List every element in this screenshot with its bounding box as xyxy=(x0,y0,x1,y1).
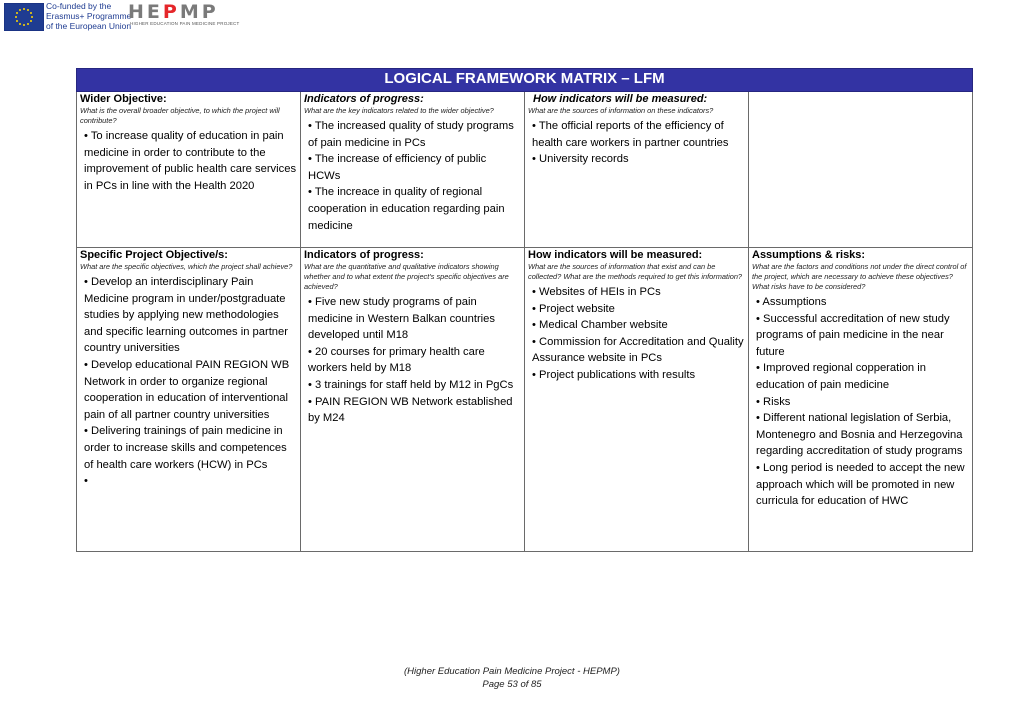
list-item xyxy=(532,301,745,318)
eu-line-1: Co-funded by the xyxy=(46,1,112,11)
cell-subheading: What is the overall broader objective, to which the project will contribute? xyxy=(80,106,280,125)
list-item-text: Five new study programs of pain medicine in Western Balkan countries developed until M18 xyxy=(308,296,495,342)
footer-project-name: (Higher Education Pain Medicine Project - HEPMP) xyxy=(404,666,620,677)
list-item xyxy=(756,360,969,393)
bullet-list xyxy=(528,284,745,384)
list-item xyxy=(84,423,297,473)
list-item-text: Different national legislation of Serbia, Montenegro and Bosnia and Herzegovina regarding accreditation of study programs xyxy=(756,412,963,458)
list-item-text: Successful accreditation of new study programs of pain medicine in the near future xyxy=(756,312,950,358)
logo-subtitle: HIGHER EDUCATION PAIN MEDICINE PROJECT xyxy=(130,21,240,26)
indicators-cell xyxy=(301,92,525,248)
footer-page-number: Page 53 of 85 xyxy=(482,679,542,690)
list-item xyxy=(532,151,745,168)
bullet-icon: • xyxy=(756,312,764,325)
bullet-icon: • xyxy=(308,378,316,391)
list-item-text: Develop an interdisciplinary Pain Medicine program in under/postgraduate studies by applying new methodologies and specific learning outcomes in partner country universities xyxy=(84,276,288,355)
empty-cell xyxy=(749,92,973,248)
bullet-icon: • xyxy=(756,362,764,375)
lfm-table xyxy=(76,68,973,552)
list-item-text: Assumptions xyxy=(762,296,827,308)
list-item xyxy=(84,274,297,357)
bullet-icon: • xyxy=(84,130,91,142)
list-item-text: 20 courses for primary health care workers held by M18 xyxy=(308,345,485,375)
cell-heading: Specific Project Objective/s: xyxy=(80,249,228,261)
cell-heading: Wider Objective: xyxy=(80,93,167,105)
cell-subheading: What are the specific objectives, which the project shall achieve? xyxy=(80,262,293,271)
list-item-text: The official reports of the efficiency of health care workers in partner countries xyxy=(532,120,729,149)
list-item-text: 3 trainings for staff held by M12 in PgCs xyxy=(315,378,514,391)
bullet-icon: • xyxy=(84,276,92,288)
table-title-row xyxy=(77,69,973,92)
cell-heading: How indicators will be measured: xyxy=(528,249,703,261)
list-item xyxy=(756,460,969,510)
list-item xyxy=(84,128,297,194)
list-item xyxy=(308,294,521,344)
list-item-text: Long period is needed to accept the new approach which will be promoted in new curricula for education of HWC xyxy=(756,461,965,508)
bullet-list xyxy=(80,274,297,490)
bullet-list xyxy=(304,294,521,427)
cell-subheading: What are the sources of information that exist and can be collected? What are the methods required to get this information? xyxy=(528,262,743,281)
measurement-cell xyxy=(525,248,749,552)
bullet-icon: • xyxy=(756,461,764,474)
bullet-icon: • xyxy=(532,302,540,315)
list-item xyxy=(308,344,521,377)
cell-heading: How indicators will be measured: xyxy=(533,93,708,105)
hepmp-logo xyxy=(128,0,278,32)
table-row xyxy=(77,248,973,552)
list-item xyxy=(532,367,745,384)
eu-flag-icon xyxy=(4,3,44,31)
list-item xyxy=(532,317,745,334)
list-item xyxy=(84,357,297,423)
bullet-icon: • xyxy=(84,425,92,438)
bullet-icon: • xyxy=(756,395,764,408)
wider-objective-cell xyxy=(77,92,301,248)
list-item-text: The increace in quality of regional cooperation in education regarding pain medicine xyxy=(308,186,505,232)
cell-subheading: What are the sources of information on these indicators? xyxy=(528,106,714,115)
list-item xyxy=(532,334,745,367)
cell-heading: Indicators of progress: xyxy=(304,249,424,261)
table-title: LOGICAL FRAMEWORK MATRIX – LFM xyxy=(77,69,973,92)
bullet-list xyxy=(528,118,745,168)
assumptions-risks-cell xyxy=(749,248,973,552)
bullet-icon: • xyxy=(84,475,88,488)
table-row xyxy=(77,92,973,248)
list-item xyxy=(756,294,969,311)
logo-wordmark: HEPMP xyxy=(128,1,219,23)
bullet-icon: • xyxy=(756,412,764,425)
bullet-icon: • xyxy=(532,319,540,332)
eu-cofunding-text xyxy=(46,1,141,31)
list-item xyxy=(308,377,521,394)
page-header xyxy=(0,0,400,32)
list-item-text: Risks xyxy=(763,395,791,408)
eu-line-2: Erasmus+ Programme xyxy=(46,11,132,21)
list-item xyxy=(308,151,521,184)
list-item xyxy=(308,394,521,427)
page-footer xyxy=(0,665,1024,691)
bullet-icon: • xyxy=(532,368,540,381)
list-item-text: Delivering trainings of pain medicine in order to increase skills and competences of health care workers (HCW) in PCs xyxy=(84,425,287,471)
bullet-icon: • xyxy=(308,395,316,408)
list-item xyxy=(84,473,297,490)
list-item-text: To increase quality of education in pain medicine in order to contribute to the improvement of public health care services in PCs in line with the Health 2020 xyxy=(84,130,297,192)
bullet-list xyxy=(80,128,297,194)
list-item-text: Develop educational PAIN REGION WB Network in order to organize regional cooperation in education of interventional pain of all partner country universities xyxy=(84,358,290,421)
cell-subheading: What are the quantitative and qualitative indicators showing whether and to what extent the project's specific objectives are achieved? xyxy=(304,262,509,291)
list-item xyxy=(308,118,521,151)
list-item-text: Commission for Accreditation and Quality Assurance website in PCs xyxy=(532,335,744,365)
bullet-icon: • xyxy=(532,120,539,132)
list-item-text: The increased quality of study programs of pain medicine in PCs xyxy=(308,120,514,149)
cell-heading: Assumptions & risks: xyxy=(752,249,866,261)
eu-line-3: of the European Union xyxy=(46,21,132,31)
list-item xyxy=(308,184,521,234)
indicators-cell xyxy=(301,248,525,552)
bullet-icon: • xyxy=(756,296,763,308)
list-item-text: Websites of HEIs in PCs xyxy=(539,286,661,298)
list-item xyxy=(756,394,969,411)
list-item-text: University records xyxy=(539,153,629,166)
bullet-icon: • xyxy=(84,358,92,371)
cell-subheading: What are the factors and conditions not under the direct control of the project, which are necessary to achieve these objectives? What risks have to be considered? xyxy=(752,262,967,291)
bullet-icon: • xyxy=(532,153,540,166)
list-item-text: Project publications with results xyxy=(539,368,696,381)
list-item xyxy=(756,410,969,460)
bullet-icon: • xyxy=(308,186,315,199)
specific-objective-cell xyxy=(77,248,301,552)
list-item xyxy=(532,118,745,151)
list-item-text: Medical Chamber website xyxy=(539,319,668,332)
bullet-icon: • xyxy=(532,335,540,348)
list-item-text: PAIN REGION WB Network established by M24 xyxy=(308,395,513,425)
list-item xyxy=(756,311,969,361)
bullet-icon: • xyxy=(308,296,316,308)
list-item xyxy=(532,284,745,301)
measurement-cell xyxy=(525,92,749,248)
list-item-text: Project website xyxy=(539,302,615,315)
bullet-icon: • xyxy=(308,153,315,166)
cell-heading: Indicators of progress: xyxy=(304,93,424,105)
bullet-list xyxy=(304,118,521,234)
cell-subheading: What are the key indicators related to the wider objective? xyxy=(304,106,494,115)
bullet-icon: • xyxy=(308,120,315,132)
list-item-text: The increase of efficiency of public HCWs xyxy=(308,153,487,182)
bullet-list xyxy=(752,294,969,510)
bullet-icon: • xyxy=(532,286,540,298)
list-item-text: Improved regional copperation in education of pain medicine xyxy=(756,362,926,391)
bullet-icon: • xyxy=(308,345,316,358)
